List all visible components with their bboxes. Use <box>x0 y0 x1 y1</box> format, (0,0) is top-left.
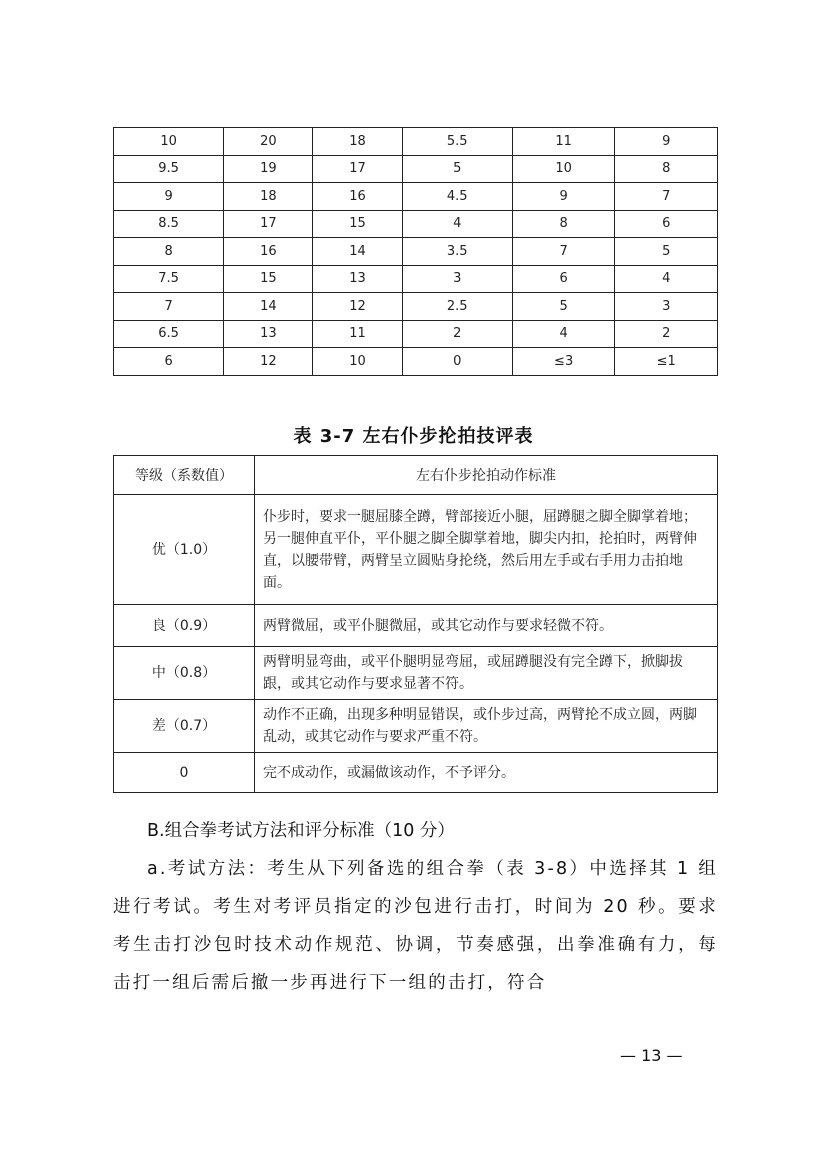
table-row <box>114 495 718 605</box>
score-cell: 10 <box>114 128 224 156</box>
table-row <box>114 647 718 700</box>
table-row <box>114 293 718 321</box>
score-cell: 18 <box>224 183 313 211</box>
score-cell: 3.5 <box>402 238 512 266</box>
score-cell: 6 <box>114 348 224 376</box>
score-cell: 11 <box>512 128 615 156</box>
table-row <box>114 753 718 793</box>
standard-cell: 完不成动作，或漏做该动作，不予评分。 <box>255 753 718 793</box>
score-cell: 6.5 <box>114 320 224 348</box>
standard-cell: 两臂明显弯曲，或平仆腿明显弯屈，或屈蹲腿没有完全蹲下，掀脚拔跟，或其它动作与要求显著不符。 <box>255 647 718 700</box>
score-cell: 2.5 <box>402 293 512 321</box>
score-cell: 4.5 <box>402 183 512 211</box>
score-cell: 19 <box>224 155 313 183</box>
score-cell: 2 <box>402 320 512 348</box>
score-cell: 5 <box>512 293 615 321</box>
score-table-body <box>114 128 718 376</box>
score-cell: 10 <box>313 348 402 376</box>
score-cell: 15 <box>313 210 402 238</box>
score-cell: 3 <box>615 293 718 321</box>
score-cell: 10 <box>512 155 615 183</box>
score-cell: 16 <box>313 183 402 211</box>
score-cell: 8 <box>615 155 718 183</box>
score-cell: 7 <box>114 293 224 321</box>
score-cell: 12 <box>224 348 313 376</box>
evaluation-table <box>113 455 718 793</box>
grade-cell: 优（1.0） <box>114 495 255 605</box>
grade-cell: 差（0.7） <box>114 700 255 753</box>
table-caption: 表 3-7 左右仆步抡拍技评表 <box>293 426 534 447</box>
section-b-heading: B.组合拳考试方法和评分标准（10 分） <box>147 821 455 841</box>
score-cell: 13 <box>224 320 313 348</box>
score-cell: 4 <box>512 320 615 348</box>
score-cell: 18 <box>313 128 402 156</box>
page-number: — 13 — <box>620 1046 683 1065</box>
table-row <box>114 155 718 183</box>
score-cell: ≤1 <box>615 348 718 376</box>
table-row <box>114 210 718 238</box>
score-cell: 7 <box>615 183 718 211</box>
score-cell: 5 <box>615 238 718 266</box>
grade-cell: 0 <box>114 753 255 793</box>
score-cell: 15 <box>224 265 313 293</box>
table-row <box>114 238 718 266</box>
score-cell: 14 <box>224 293 313 321</box>
score-cell: 5 <box>402 155 512 183</box>
table-row <box>114 320 718 348</box>
score-cell: 2 <box>615 320 718 348</box>
score-cell: 9 <box>615 128 718 156</box>
table-row <box>114 605 718 647</box>
score-cell: 17 <box>224 210 313 238</box>
table-row <box>114 700 718 753</box>
table-row <box>114 183 718 211</box>
score-cell: 16 <box>224 238 313 266</box>
score-cell: 9 <box>114 183 224 211</box>
score-cell: 7.5 <box>114 265 224 293</box>
score-cell: 4 <box>615 265 718 293</box>
standard-cell: 仆步时，要求一腿屈膝全蹲，臂部接近小腿，屈蹲腿之脚全脚掌着地；另一腿伸直平仆，平仆腿之脚全脚掌着地，脚尖内扣，抡拍时，两臂伸直，以腰带臂，两臂呈立圆贴身抡绕，然后用左手或右手用力击拍地面。 <box>255 495 718 605</box>
score-cell: 7 <box>512 238 615 266</box>
score-cell: 5.5 <box>402 128 512 156</box>
table-row <box>114 348 718 376</box>
standard-cell: 动作不正确，出现多种明显错误，或仆步过高，两臂抡不成立圆，两脚乱动，或其它动作与要求严重不符。 <box>255 700 718 753</box>
score-cell: 4 <box>402 210 512 238</box>
score-cell: 6 <box>512 265 615 293</box>
grade-cell: 中（0.8） <box>114 647 255 700</box>
score-cell: 9 <box>512 183 615 211</box>
score-cell: 11 <box>313 320 402 348</box>
header-standard: 左右仆步抡拍动作标准 <box>255 456 718 495</box>
score-cell: 13 <box>313 265 402 293</box>
exam-method-paragraph: a.考试方法：考生从下列备选的组合拳（表 3-8）中选择其 1 组进行考试。考生对考评员指定的沙包进行击打，时间为 20 秒。要求考生击打沙包时技术动作规范、协调，节奏感强，出拳准确有力，每击打一组后需后撤一步再进行下一组的击打，符合 <box>113 859 718 993</box>
score-cell: 8 <box>114 238 224 266</box>
score-cell: 9.5 <box>114 155 224 183</box>
score-cell: 8.5 <box>114 210 224 238</box>
score-table <box>113 127 718 376</box>
table-row <box>114 128 718 156</box>
score-cell: 17 <box>313 155 402 183</box>
evaluation-header-row <box>114 456 718 495</box>
score-cell: 12 <box>313 293 402 321</box>
table-row <box>114 265 718 293</box>
grade-cell: 良（0.9） <box>114 605 255 647</box>
standard-cell: 两臂微屈，或平仆腿微屈，或其它动作与要求轻微不符。 <box>255 605 718 647</box>
score-cell: ≤3 <box>512 348 615 376</box>
score-cell: 14 <box>313 238 402 266</box>
score-cell: 20 <box>224 128 313 156</box>
score-cell: 0 <box>402 348 512 376</box>
score-cell: 8 <box>512 210 615 238</box>
header-grade: 等级（系数值） <box>114 456 255 495</box>
score-cell: 6 <box>615 210 718 238</box>
score-cell: 3 <box>402 265 512 293</box>
